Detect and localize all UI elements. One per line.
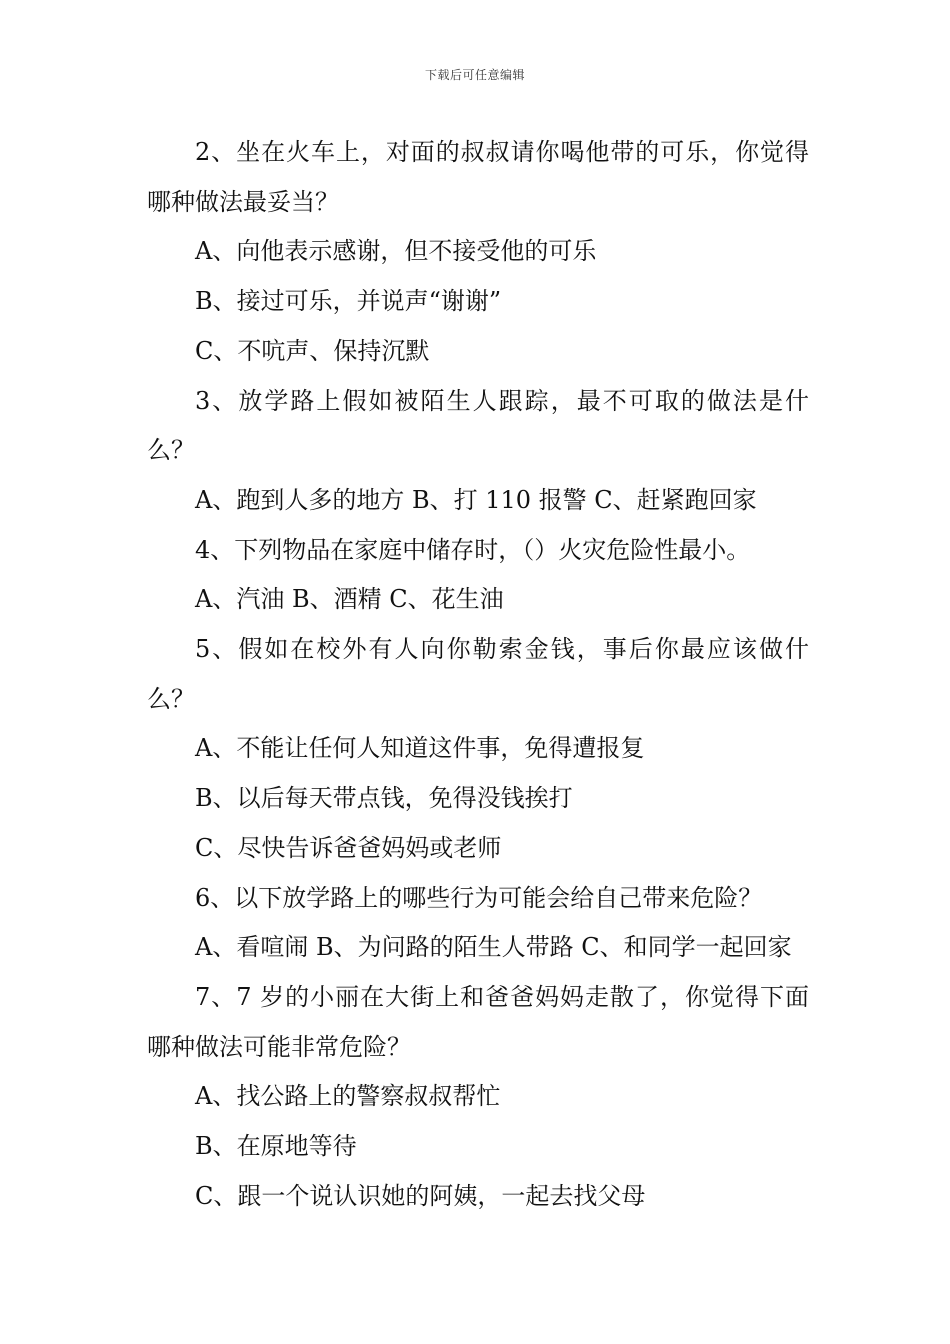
question-7-option-c: C、跟一个说认识她的阿姨，一起去找父母 [195,1181,646,1210]
question-2-option-a: A、向他表示感谢，但不接受他的可乐 [195,237,597,266]
question-5-option-b: B、以后每天带点钱，免得没钱挨打 [195,784,573,813]
question-6-options: A、看喧闹 B、为问路的陌生人带路 C、和同学一起回家 [195,933,792,962]
question-2-option-b: B、接过可乐，并说声“谢谢” [195,287,502,316]
question-5-option-a: A、不能让任何人知道这件事，免得遭报复 [195,734,645,763]
question-3-options: A、跑到人多的地方 B、打 110 报警 C、赶紧跑回家 [195,485,757,514]
page-header: 下载后可任意编辑 [424,68,525,82]
question-3: 3、放学路上假如被陌生人跟踪，最不可取的做法是什么？ [147,386,809,465]
document-body [147,128,809,1221]
question-4-options: A、汽油 B、酒精 C、花生油 [195,585,504,614]
question-5: 5、假如在校外有人向你勒索金钱，事后你最应该做什么？ [147,635,809,713]
question-2-option-c: C、不吭声、保持沉默 [195,336,430,365]
question-6: 6、以下放学路上的哪些行为可能会给自己带来危险？ [195,883,763,912]
question-5-option-c: C、尽快告诉爸爸妈妈或老师 [195,833,502,862]
question-7: 7、7 岁的小丽在大街上和爸爸妈妈走散了，你觉得下面哪种做法可能非常危险？ [147,982,809,1061]
question-2: 2、坐在火车上，对面的叔叔请你喝他带的可乐，你觉得哪种做法最妥当？ [147,138,809,216]
question-7-option-a: A、找公路上的警察叔叔帮忙 [195,1082,501,1111]
question-4: 4、下列物品在家庭中储存时，（）火灾危险性最小。 [195,535,751,564]
question-7-option-b: B、在原地等待 [195,1132,357,1161]
